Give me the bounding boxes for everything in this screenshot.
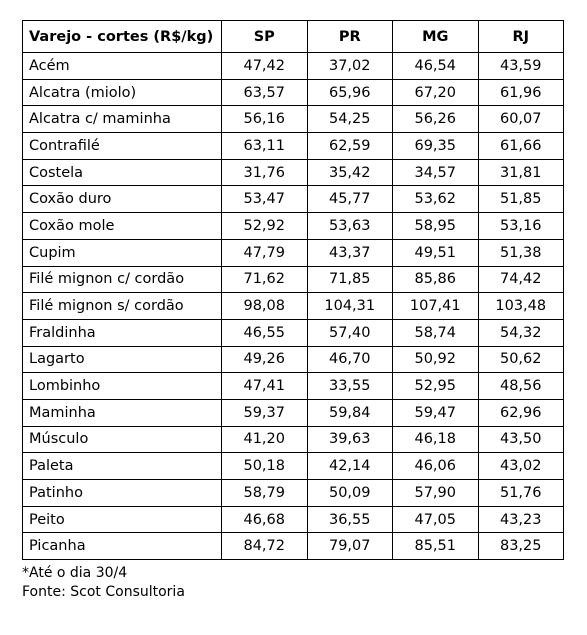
table-row (23, 213, 564, 240)
price-cell: 53,62 (393, 186, 479, 213)
cut-name-cell: Paleta (23, 453, 222, 480)
price-cell: 52,95 (393, 373, 479, 400)
price-cell: 46,06 (393, 453, 479, 480)
cut-name-cell: Fraldinha (23, 319, 222, 346)
table-row (23, 453, 564, 480)
table-row (23, 426, 564, 453)
cut-name-cell: Lagarto (23, 346, 222, 373)
price-cell: 50,62 (478, 346, 564, 373)
table-row (23, 186, 564, 213)
table-row (23, 346, 564, 373)
price-cell: 43,59 (478, 53, 564, 80)
cut-name-cell: Costela (23, 159, 222, 186)
price-cell: 59,47 (393, 399, 479, 426)
price-cell: 34,57 (393, 159, 479, 186)
cut-name-cell: Cupim (23, 239, 222, 266)
price-table-container (22, 20, 564, 602)
table-row (23, 133, 564, 160)
price-cell: 61,66 (478, 133, 564, 160)
table-row (23, 319, 564, 346)
table-row (23, 106, 564, 133)
price-cell: 79,07 (307, 533, 393, 560)
price-cell: 103,48 (478, 293, 564, 320)
price-cell: 46,54 (393, 53, 479, 80)
price-cell: 50,92 (393, 346, 479, 373)
table-row (23, 79, 564, 106)
price-cell: 65,96 (307, 79, 393, 106)
price-cell: 31,81 (478, 159, 564, 186)
cut-name-cell: Alcatra (miolo) (23, 79, 222, 106)
price-cell: 74,42 (478, 266, 564, 293)
price-cell: 71,85 (307, 266, 393, 293)
price-cell: 98,08 (222, 293, 308, 320)
price-cell: 33,55 (307, 373, 393, 400)
table-row (23, 480, 564, 507)
price-cell: 58,95 (393, 213, 479, 240)
price-cell: 59,84 (307, 399, 393, 426)
price-cell: 56,16 (222, 106, 308, 133)
price-cell: 51,85 (478, 186, 564, 213)
price-cell: 37,02 (307, 53, 393, 80)
table-row (23, 533, 564, 560)
table-row (23, 159, 564, 186)
column-header-sp: SP (222, 21, 308, 53)
cut-name-cell: Peito (23, 506, 222, 533)
price-cell: 43,02 (478, 453, 564, 480)
price-cell: 45,77 (307, 186, 393, 213)
table-row (23, 399, 564, 426)
price-cell: 39,63 (307, 426, 393, 453)
cut-name-cell: Coxão mole (23, 213, 222, 240)
price-cell: 47,05 (393, 506, 479, 533)
price-cell: 51,76 (478, 480, 564, 507)
column-header-mg: MG (393, 21, 479, 53)
table-row (23, 506, 564, 533)
price-cell: 46,68 (222, 506, 308, 533)
cut-name-cell: Picanha (23, 533, 222, 560)
table-header-row (23, 21, 564, 53)
price-cell: 107,41 (393, 293, 479, 320)
footnote: *Até o dia 30/4 (22, 565, 128, 582)
price-cell: 46,55 (222, 319, 308, 346)
price-cell: 57,90 (393, 480, 479, 507)
cut-name-cell: Coxão duro (23, 186, 222, 213)
price-cell: 54,25 (307, 106, 393, 133)
price-cell: 42,14 (307, 453, 393, 480)
price-cell: 46,70 (307, 346, 393, 373)
price-cell: 35,42 (307, 159, 393, 186)
price-cell: 71,62 (222, 266, 308, 293)
price-cell: 84,72 (222, 533, 308, 560)
price-cell: 104,31 (307, 293, 393, 320)
price-cell: 57,40 (307, 319, 393, 346)
table-notes (22, 564, 564, 602)
price-cell: 67,20 (393, 79, 479, 106)
cut-name-cell: Maminha (23, 399, 222, 426)
price-cell: 49,26 (222, 346, 308, 373)
table-row (23, 266, 564, 293)
table-row (23, 373, 564, 400)
price-cell: 36,55 (307, 506, 393, 533)
price-cell: 52,92 (222, 213, 308, 240)
price-cell: 56,26 (393, 106, 479, 133)
price-cell: 47,42 (222, 53, 308, 80)
table-row (23, 239, 564, 266)
column-header-rj: RJ (478, 21, 564, 53)
price-cell: 49,51 (393, 239, 479, 266)
cut-name-cell: Acém (23, 53, 222, 80)
column-header-pr: PR (307, 21, 393, 53)
table-body (23, 53, 564, 560)
price-cell: 50,09 (307, 480, 393, 507)
cut-name-cell: Filé mignon s/ cordão (23, 293, 222, 320)
price-cell: 85,86 (393, 266, 479, 293)
price-cell: 61,96 (478, 79, 564, 106)
price-cell: 46,18 (393, 426, 479, 453)
price-cell: 59,37 (222, 399, 308, 426)
price-cell: 43,37 (307, 239, 393, 266)
price-cell: 48,56 (478, 373, 564, 400)
price-cell: 69,35 (393, 133, 479, 160)
price-cell: 83,25 (478, 533, 564, 560)
price-cell: 62,59 (307, 133, 393, 160)
price-cell: 60,07 (478, 106, 564, 133)
price-cell: 47,79 (222, 239, 308, 266)
cut-name-cell: Filé mignon c/ cordão (23, 266, 222, 293)
cut-name-cell: Lombinho (23, 373, 222, 400)
price-cell: 53,47 (222, 186, 308, 213)
column-header-cut: Varejo - cortes (R$/kg) (23, 21, 222, 53)
cut-name-cell: Contrafilé (23, 133, 222, 160)
price-cell: 53,16 (478, 213, 564, 240)
price-cell: 63,11 (222, 133, 308, 160)
price-cell: 54,32 (478, 319, 564, 346)
price-cell: 41,20 (222, 426, 308, 453)
price-cell: 31,76 (222, 159, 308, 186)
table-row (23, 53, 564, 80)
price-cell: 63,57 (222, 79, 308, 106)
cut-name-cell: Músculo (23, 426, 222, 453)
cut-name-cell: Alcatra c/ maminha (23, 106, 222, 133)
price-cell: 85,51 (393, 533, 479, 560)
price-cell: 43,23 (478, 506, 564, 533)
price-cell: 58,74 (393, 319, 479, 346)
source-note: Fonte: Scot Consultoria (22, 584, 185, 601)
price-cell: 62,96 (478, 399, 564, 426)
price-cell: 53,63 (307, 213, 393, 240)
retail-beef-prices-table (22, 20, 564, 560)
table-row (23, 293, 564, 320)
price-cell: 47,41 (222, 373, 308, 400)
price-cell: 51,38 (478, 239, 564, 266)
price-cell: 50,18 (222, 453, 308, 480)
price-cell: 58,79 (222, 480, 308, 507)
price-cell: 43,50 (478, 426, 564, 453)
cut-name-cell: Patinho (23, 480, 222, 507)
